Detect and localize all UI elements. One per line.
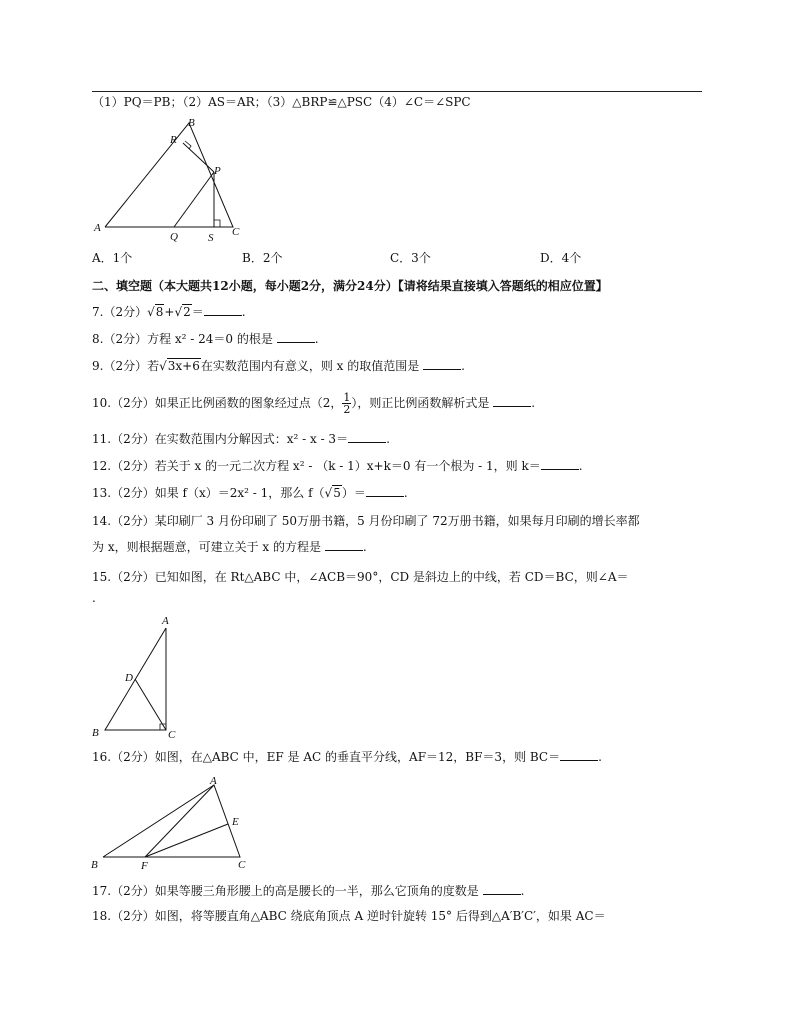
q7-plus: +: [164, 305, 175, 319]
fig6-label-Q: Q: [170, 231, 178, 243]
q6-option-b: B．2个: [242, 251, 283, 265]
q7-blank[interactable]: [204, 304, 242, 316]
fig6-label-R: R: [170, 134, 177, 146]
q11: [92, 431, 390, 447]
q10: [92, 390, 535, 416]
q12-period: .: [578, 459, 583, 473]
q16-blank[interactable]: [560, 749, 598, 761]
q12: [92, 458, 583, 474]
q6-figure: [88, 114, 258, 246]
q13-prefix: 13.（2分）如果 f（x）＝2x² - 1，那么 f（: [92, 486, 325, 500]
q16-period: .: [598, 750, 602, 764]
q18: 18.（2分）如图，将等腰直角△ABC 绕底角顶点 A 逆时针旋转 15° 后得到△A′B′C′，如果 AC＝: [92, 909, 606, 923]
fig6-label-A: A: [94, 222, 101, 234]
fig16-label-C: C: [238, 859, 246, 871]
q17-blank[interactable]: [483, 883, 521, 895]
q11-period: .: [386, 432, 390, 446]
fig16-label-A: A: [210, 776, 217, 787]
q10-suffix: ），则正比例函数解析式是: [351, 396, 490, 410]
q11-blank[interactable]: [348, 431, 386, 443]
q16-text: 16.（2分）如图，在△ABC 中，EF 是 AC 的垂直平分线，AF＝12，BF＝3，则 BC＝: [92, 750, 561, 764]
q7-suffix: ＝: [191, 305, 204, 319]
fig15-label-A: A: [162, 615, 169, 627]
fig6-label-P: P: [214, 165, 221, 177]
q10-prefix: 10.（2分）如果正比例函数的图象经过点（2，: [92, 396, 343, 410]
q6-option-d: D．4个: [540, 251, 582, 265]
fig6-label-C: C: [232, 226, 240, 238]
q14-line-2-text: 为 x，则根据题意，可建立关于 x 的方程是: [92, 540, 321, 554]
q17: [92, 883, 524, 899]
q6-statements: （1）PQ＝PB；（2）AS＝AR；（3）△BRP≌△PSC（4）∠C＝∠SPC: [92, 95, 471, 109]
q9-prefix: 9.（2分）若: [92, 359, 160, 373]
q7-prefix: 7.（2分）: [92, 305, 148, 319]
q13-suffix: ）＝: [341, 486, 366, 500]
q8-text: 8.（2分）方程 x² - 24＝0 的根是: [92, 332, 273, 346]
fig16-label-B: B: [91, 859, 98, 871]
fig6-label-B: B: [188, 117, 195, 129]
q14-period: .: [362, 540, 367, 554]
q16: [92, 749, 602, 765]
q10-denominator: 2: [343, 403, 351, 416]
q6-option-c: C．3个: [390, 251, 431, 265]
fig16-label-F: F: [141, 860, 148, 872]
q11-text: 11.（2分）在实数范围内分解因式：x² - x - 3＝: [92, 432, 349, 446]
q15-line-2: .: [92, 591, 96, 605]
q13-blank[interactable]: [366, 485, 404, 497]
q10-blank[interactable]: [493, 395, 531, 407]
q9-period: .: [461, 359, 465, 373]
q10-period: .: [531, 396, 536, 410]
q9-radicand: 3x+6: [167, 359, 200, 373]
q9: 9.（2分）若√3x+6在实数范围内有意义，则 x 的取值范围是 .: [92, 359, 465, 373]
fig6-label-S: S: [208, 232, 214, 244]
q8-blank[interactable]: [277, 331, 315, 343]
section-2-heading: 二、填空题（本大题共12小题，每小题2分，满分24分）【请将结果直接填入答题纸的相应位置】: [92, 279, 608, 293]
fig16-label-E: E: [232, 816, 239, 828]
q15-figure: [88, 612, 198, 742]
q17-period: .: [520, 884, 525, 898]
q13-radicand: 5: [333, 486, 341, 500]
header-rule: [92, 91, 702, 92]
fig15-label-C: C: [168, 729, 176, 741]
q14-blank[interactable]: [325, 539, 363, 551]
q9-blank[interactable]: [423, 358, 461, 370]
q14-line-2: [92, 539, 367, 555]
fig15-label-B: B: [92, 727, 99, 739]
q10-numerator: 1: [343, 391, 351, 404]
q17-text: 17.（2分）如果等腰三角形腰上的高是腰长的一半，那么它顶角的度数是: [92, 884, 479, 898]
q13-period: .: [403, 486, 408, 500]
q16-figure: [88, 776, 258, 874]
q14-line-1: 14.（2分）某印刷厂 3 月份印刷了 50万册书籍，5 月份印刷了 72万册书籍，如果每月印刷的增长率都: [92, 514, 640, 528]
q13: 13.（2分）如果 f（x）＝2x² - 1，那么 f（√5）＝ .: [92, 486, 408, 500]
q9-suffix: 在实数范围内有意义，则 x 的取值范围是: [200, 359, 420, 373]
q10-fraction: [342, 392, 351, 415]
q12-blank[interactable]: [541, 458, 579, 470]
q12-text: 12.（2分）若关于 x 的一元二次方程 x² - （k - 1）x+k＝0 有一个根为 - 1，则 k＝: [92, 459, 541, 473]
fig15-label-D: D: [125, 672, 133, 684]
q15-line-1: 15.（2分）已知如图，在 Rt△ABC 中，∠ACB＝90°，CD 是斜边上的中线，若 CD＝BC，则∠A＝: [92, 570, 629, 584]
q8: [92, 331, 319, 347]
q7-sqrt8: 8: [155, 305, 164, 319]
q7: 7.（2分）√8+√2＝ .: [92, 305, 246, 319]
q8-period: .: [314, 332, 319, 346]
q7-period: .: [241, 305, 246, 319]
q7-sqrt2: 2: [183, 305, 191, 319]
q6-option-a: A．1个: [92, 251, 133, 265]
